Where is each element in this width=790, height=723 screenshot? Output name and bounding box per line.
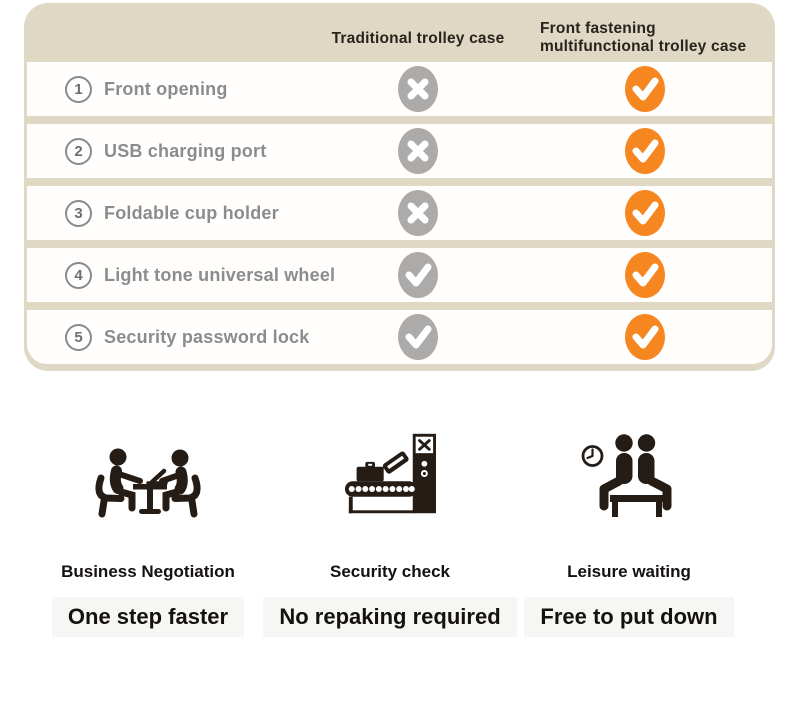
leisure-waiting-icon: [489, 408, 769, 520]
check-icon: [398, 252, 438, 298]
row-number-badge: 2: [65, 138, 92, 165]
check-icon: [398, 314, 438, 360]
check-icon: [625, 190, 665, 236]
cross-icon: [398, 190, 438, 236]
business-negotiation-icon: [8, 408, 288, 520]
row-number-badge: 4: [65, 262, 92, 289]
table-row: [27, 248, 772, 302]
row-number-badge: 3: [65, 200, 92, 227]
check-icon: [625, 128, 665, 174]
table-row: [27, 124, 772, 178]
feature-label: Foldable cup holder: [104, 202, 279, 223]
feature-tagline: Free to put down: [524, 597, 733, 637]
column-header-multifunctional-line2: multifunctional trolley case: [540, 37, 747, 55]
cross-icon: [398, 66, 438, 112]
feature-label: Security check: [329, 562, 450, 581]
table-row: [27, 310, 772, 364]
column-header-multifunctional-line1: Front fastening: [540, 20, 656, 37]
feature-label: Security password lock: [104, 326, 310, 347]
comparison-panel: [24, 3, 775, 371]
feature-leisure: [489, 408, 769, 637]
row-number-badge: 1: [65, 76, 92, 103]
check-icon: [625, 252, 665, 298]
feature-label: Leisure waiting: [567, 562, 691, 581]
table-row: [27, 62, 772, 116]
feature-tagline: One step faster: [52, 597, 244, 637]
feature-label: USB charging port: [104, 140, 267, 161]
row-number-badge: 5: [65, 324, 92, 351]
comparison-rows: [24, 62, 775, 364]
feature-label: Business Negotiation: [61, 562, 235, 581]
feature-label: Light tone universal wheel: [104, 264, 336, 285]
security-check-icon: [250, 408, 530, 520]
table-row: [27, 186, 772, 240]
check-icon: [625, 66, 665, 112]
feature-security: [250, 408, 530, 637]
feature-tagline: No repaking required: [263, 597, 516, 637]
column-header-traditional: Traditional trolley case: [331, 30, 505, 47]
check-icon: [625, 314, 665, 360]
feature-label: Front opening: [104, 78, 228, 99]
column-header-multifunctional: [540, 20, 746, 55]
feature-business: [8, 408, 288, 637]
comparison-header: [24, 3, 775, 62]
cross-icon: [398, 128, 438, 174]
